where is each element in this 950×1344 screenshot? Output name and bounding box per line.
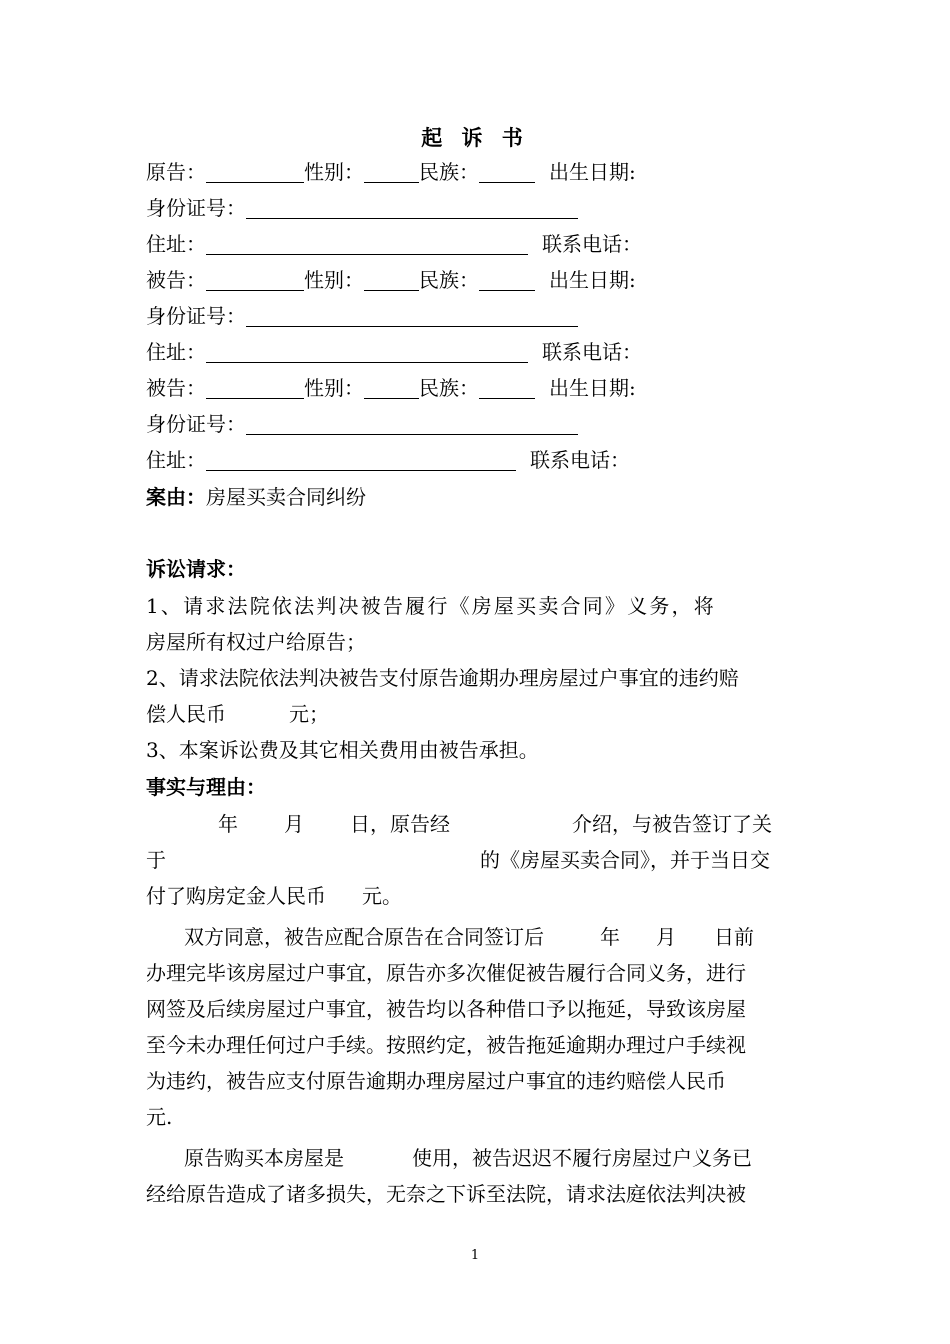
ethnicity-blank: [479, 160, 535, 183]
defendant-name-blank: [206, 376, 304, 399]
intro-text: 介绍，与被告签订了关: [572, 812, 772, 836]
birth-label: 出生日期:: [549, 376, 636, 400]
defendant-name-blank: [206, 268, 304, 291]
ethnicity-label: 民族：: [419, 376, 479, 400]
page-number: 1: [470, 1248, 480, 1263]
ethnicity-blank: [479, 376, 535, 399]
defendant2-address-row: [146, 442, 630, 478]
about-text: 于: [146, 848, 166, 872]
defendant1-address-row: [146, 334, 642, 370]
ethnicity-label: 民族：: [419, 160, 479, 184]
claims-heading: 诉讼请求：: [146, 557, 246, 581]
gender-blank: [364, 376, 419, 399]
facts-p2-line3: 网签及后续房屋过户事宜，被告均以各种借口予以拖延，导致该房屋: [146, 997, 746, 1021]
facts-p2-line4: 至今未办理任何过户手续。按照约定，被告拖延逾期办理过户手续视: [146, 1033, 746, 1057]
facts-p2-line6: 元.: [146, 1105, 173, 1129]
address-label: 住址：: [146, 340, 206, 364]
cause-value: 房屋买卖合同纠纷: [206, 485, 366, 509]
claim-item-2: 2、请求法院依法判决被告支付原告逾期办理房屋过户事宜的违约赔: [146, 666, 739, 690]
address-blank: [206, 340, 528, 363]
phone-label: 联系电话：: [542, 340, 642, 364]
deposit-unit: 元。: [362, 884, 402, 908]
p3-text-a: 原告购买本房屋是: [184, 1146, 344, 1170]
defendant2-row: [146, 370, 636, 406]
defendant1-id-row: [146, 298, 578, 334]
facts-p1-line3: [146, 878, 402, 914]
id-label: 身份证号：: [146, 412, 246, 436]
p2-day: 日前: [714, 925, 754, 949]
facts-p2-line1: [146, 919, 754, 955]
id-blank: [246, 304, 578, 327]
gender-label: 性别：: [304, 160, 364, 184]
defendant-label: 被告：: [146, 268, 206, 292]
facts-heading: 事实与理由：: [146, 775, 266, 799]
cause-row: [146, 479, 366, 515]
facts-p3-line2: 经给原告造成了诸多损失，无奈之下诉至法院，请求法庭依法判决被: [146, 1182, 746, 1206]
gender-label: 性别：: [304, 268, 364, 292]
ethnicity-label: 民族：: [419, 268, 479, 292]
plaintiff-row: [146, 154, 636, 190]
claim-item-2-amount-label: 偿人民币: [146, 702, 226, 726]
facts-p2-line5: 为违约，被告应支付原告逾期办理房屋过户事宜的违约赔偿人民币: [146, 1069, 726, 1093]
date-year: 年: [218, 812, 238, 836]
gender-blank: [364, 268, 419, 291]
defendant-label: 被告：: [146, 376, 206, 400]
id-blank: [246, 412, 578, 435]
address-blank: [206, 232, 528, 255]
deposit-text: 付了购房定金人民币: [146, 884, 326, 908]
claim-item-1-cont: 房屋所有权过户给原告；: [146, 630, 366, 654]
plaintiff-name-blank: [206, 160, 304, 183]
address-blank: [206, 448, 516, 471]
claim-item-2-unit: 元；: [289, 702, 329, 726]
date-month: 月: [284, 812, 304, 836]
claim-item-2-cont: [146, 696, 329, 732]
plaintiff-id-row: [146, 190, 578, 226]
facts-p3-line1: [146, 1140, 752, 1176]
gender-blank: [364, 160, 419, 183]
defendant2-id-row: [146, 406, 578, 442]
gender-label: 性别：: [304, 376, 364, 400]
claim-item-3: 3、本案诉讼费及其它相关费用由被告承担。: [146, 738, 539, 762]
p3-text-b: 使用，被告迟迟不履行房屋过户义务已: [412, 1146, 752, 1170]
p2-text: 双方同意，被告应配合原告在合同签订后: [184, 925, 544, 949]
claim-item-1: 1、请求法院依法判决被告履行《房屋买卖合同》义务，将: [146, 594, 716, 618]
p2-month: 月: [656, 925, 676, 949]
id-label: 身份证号：: [146, 304, 246, 328]
facts-p1-line1: [146, 806, 772, 842]
plaintiff-label: 原告：: [146, 160, 206, 184]
ethnicity-blank: [479, 268, 535, 291]
contract-text: 的《房屋买卖合同》，并于当日交: [480, 848, 770, 872]
birth-label: 出生日期:: [549, 160, 636, 184]
phone-label: 联系电话：: [530, 448, 630, 472]
id-blank: [246, 196, 578, 219]
address-label: 住址：: [146, 232, 206, 256]
phone-label: 联系电话：: [542, 232, 642, 256]
date-day-text: 日，原告经: [350, 812, 450, 836]
defendant1-row: [146, 262, 636, 298]
facts-p2-line2: 办理完毕该房屋过户事宜，原告亦多次催促被告履行合同义务，进行: [146, 961, 746, 985]
id-label: 身份证号：: [146, 196, 246, 220]
address-label: 住址：: [146, 448, 206, 472]
document-title: 起 诉 书: [421, 125, 529, 150]
plaintiff-address-row: [146, 226, 642, 262]
cause-label: 案由：: [146, 485, 206, 509]
birth-label: 出生日期:: [549, 268, 636, 292]
p2-year: 年: [600, 925, 620, 949]
facts-p1-line2: [146, 842, 770, 878]
